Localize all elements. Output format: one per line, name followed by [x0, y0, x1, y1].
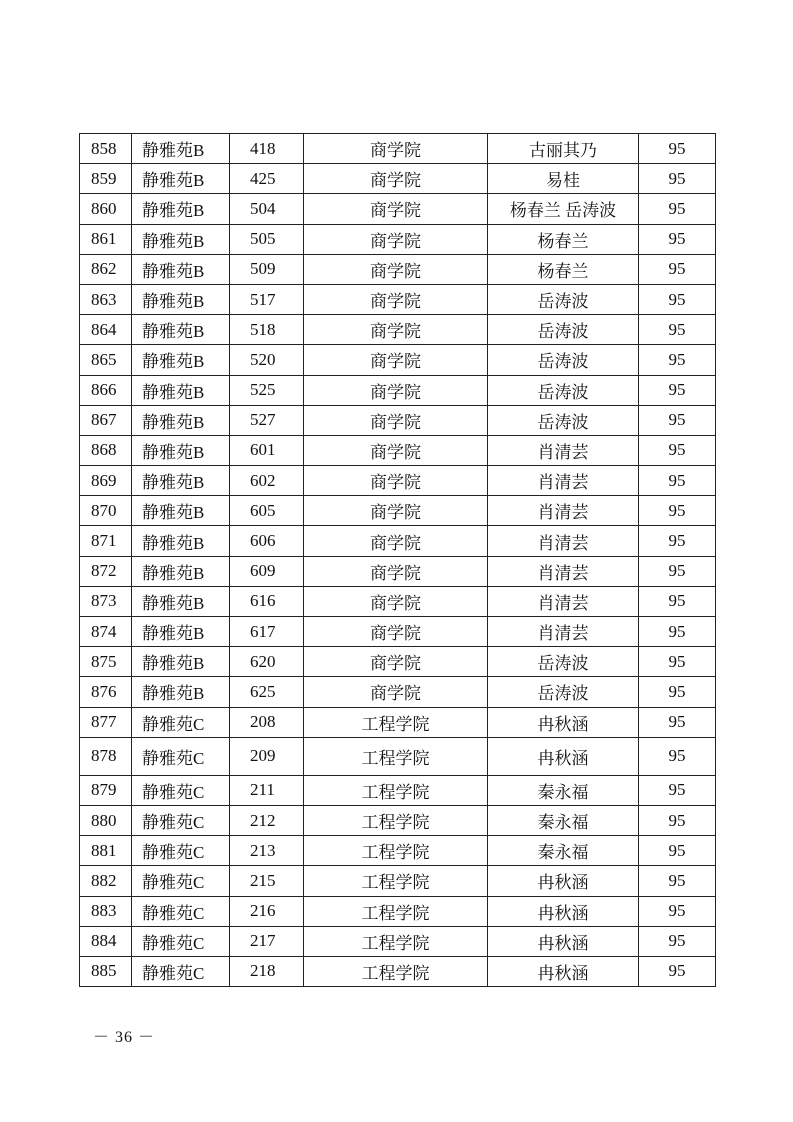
cell-score: 95	[639, 526, 716, 556]
cell-number: 864	[80, 315, 132, 345]
cell-person: 岳涛波	[488, 345, 639, 375]
cell-college: 商学院	[304, 164, 488, 194]
table-row	[80, 775, 716, 805]
cell-college: 商学院	[304, 496, 488, 526]
cell-score: 95	[639, 224, 716, 254]
cell-building: 静雅苑B	[132, 345, 230, 375]
table-row	[80, 224, 716, 254]
cell-score: 95	[639, 254, 716, 284]
cell-building: 静雅苑B	[132, 466, 230, 496]
cell-college: 商学院	[304, 647, 488, 677]
cell-room: 212	[230, 805, 304, 835]
cell-number: 882	[80, 866, 132, 896]
cell-score: 95	[639, 164, 716, 194]
cell-building: 静雅苑B	[132, 526, 230, 556]
cell-person: 肖清芸	[488, 586, 639, 616]
cell-college: 商学院	[304, 224, 488, 254]
cell-college: 工程学院	[304, 926, 488, 956]
table-row	[80, 677, 716, 707]
cell-room: 218	[230, 956, 304, 986]
cell-score: 95	[639, 194, 716, 224]
cell-score: 95	[639, 375, 716, 405]
cell-person: 肖清芸	[488, 617, 639, 647]
cell-room: 525	[230, 375, 304, 405]
cell-score: 95	[639, 284, 716, 314]
cell-college: 工程学院	[304, 737, 488, 775]
cell-building: 静雅苑C	[132, 926, 230, 956]
cell-score: 95	[639, 896, 716, 926]
table-row	[80, 405, 716, 435]
cell-number: 868	[80, 435, 132, 465]
cell-number: 858	[80, 134, 132, 164]
cell-number: 865	[80, 345, 132, 375]
cell-person: 肖清芸	[488, 526, 639, 556]
cell-room: 520	[230, 345, 304, 375]
page-number: － 36 －	[93, 1029, 156, 1046]
table-row	[80, 345, 716, 375]
cell-room: 620	[230, 647, 304, 677]
table-row	[80, 836, 716, 866]
cell-college: 商学院	[304, 194, 488, 224]
cell-score: 95	[639, 586, 716, 616]
cell-person: 冉秋涵	[488, 926, 639, 956]
cell-number: 863	[80, 284, 132, 314]
cell-person: 杨春兰	[488, 254, 639, 284]
cell-person: 肖清芸	[488, 435, 639, 465]
cell-room: 601	[230, 435, 304, 465]
cell-score: 95	[639, 435, 716, 465]
cell-number: 876	[80, 677, 132, 707]
table-row	[80, 315, 716, 345]
cell-college: 商学院	[304, 284, 488, 314]
cell-college: 商学院	[304, 345, 488, 375]
cell-score: 95	[639, 866, 716, 896]
cell-building: 静雅苑C	[132, 707, 230, 737]
cell-building: 静雅苑B	[132, 224, 230, 254]
cell-person: 冉秋涵	[488, 896, 639, 926]
cell-building: 静雅苑C	[132, 896, 230, 926]
cell-number: 877	[80, 707, 132, 737]
cell-number: 861	[80, 224, 132, 254]
cell-building: 静雅苑C	[132, 866, 230, 896]
cell-score: 95	[639, 956, 716, 986]
cell-score: 95	[639, 737, 716, 775]
cell-college: 商学院	[304, 315, 488, 345]
cell-score: 95	[639, 617, 716, 647]
cell-college: 商学院	[304, 677, 488, 707]
cell-room: 605	[230, 496, 304, 526]
cell-score: 95	[639, 926, 716, 956]
cell-room: 211	[230, 775, 304, 805]
cell-person: 岳涛波	[488, 647, 639, 677]
table-row	[80, 617, 716, 647]
cell-person: 肖清芸	[488, 496, 639, 526]
cell-number: 862	[80, 254, 132, 284]
table-row	[80, 254, 716, 284]
cell-person: 肖清芸	[488, 466, 639, 496]
table-body	[80, 134, 716, 987]
cell-number: 871	[80, 526, 132, 556]
cell-person: 肖清芸	[488, 556, 639, 586]
cell-building: 静雅苑B	[132, 194, 230, 224]
cell-room: 517	[230, 284, 304, 314]
cell-college: 工程学院	[304, 956, 488, 986]
cell-room: 606	[230, 526, 304, 556]
cell-number: 867	[80, 405, 132, 435]
cell-room: 215	[230, 866, 304, 896]
cell-person: 岳涛波	[488, 405, 639, 435]
cell-person: 岳涛波	[488, 677, 639, 707]
cell-number: 879	[80, 775, 132, 805]
cell-building: 静雅苑B	[132, 164, 230, 194]
cell-building: 静雅苑B	[132, 496, 230, 526]
cell-number: 875	[80, 647, 132, 677]
table-row	[80, 466, 716, 496]
cell-number: 860	[80, 194, 132, 224]
cell-room: 209	[230, 737, 304, 775]
cell-score: 95	[639, 134, 716, 164]
cell-room: 518	[230, 315, 304, 345]
table-row	[80, 737, 716, 775]
cell-building: 静雅苑B	[132, 405, 230, 435]
cell-number: 880	[80, 805, 132, 835]
cell-person: 秦永福	[488, 836, 639, 866]
table-row	[80, 647, 716, 677]
cell-person: 岳涛波	[488, 315, 639, 345]
cell-room: 505	[230, 224, 304, 254]
cell-number: 885	[80, 956, 132, 986]
cell-building: 静雅苑B	[132, 284, 230, 314]
cell-person: 杨春兰	[488, 224, 639, 254]
cell-college: 商学院	[304, 617, 488, 647]
cell-college: 商学院	[304, 466, 488, 496]
cell-college: 商学院	[304, 134, 488, 164]
cell-number: 869	[80, 466, 132, 496]
table-row	[80, 866, 716, 896]
cell-college: 商学院	[304, 556, 488, 586]
cell-number: 883	[80, 896, 132, 926]
cell-score: 95	[639, 405, 716, 435]
cell-room: 213	[230, 836, 304, 866]
table-row	[80, 707, 716, 737]
cell-room: 527	[230, 405, 304, 435]
cell-room: 504	[230, 194, 304, 224]
table-row	[80, 194, 716, 224]
cell-building: 静雅苑B	[132, 435, 230, 465]
table-row	[80, 375, 716, 405]
cell-college: 商学院	[304, 375, 488, 405]
cell-building: 静雅苑C	[132, 775, 230, 805]
cell-building: 静雅苑B	[132, 315, 230, 345]
cell-person: 秦永福	[488, 775, 639, 805]
cell-score: 95	[639, 707, 716, 737]
cell-number: 859	[80, 164, 132, 194]
cell-building: 静雅苑C	[132, 956, 230, 986]
cell-room: 625	[230, 677, 304, 707]
table-row	[80, 526, 716, 556]
cell-room: 217	[230, 926, 304, 956]
cell-college: 工程学院	[304, 836, 488, 866]
cell-room: 425	[230, 164, 304, 194]
table-row	[80, 284, 716, 314]
cell-number: 881	[80, 836, 132, 866]
cell-score: 95	[639, 677, 716, 707]
table-row	[80, 556, 716, 586]
cell-room: 509	[230, 254, 304, 284]
cell-person: 岳涛波	[488, 375, 639, 405]
cell-room: 602	[230, 466, 304, 496]
cell-building: 静雅苑B	[132, 677, 230, 707]
cell-college: 商学院	[304, 586, 488, 616]
cell-building: 静雅苑B	[132, 617, 230, 647]
cell-number: 873	[80, 586, 132, 616]
table-row	[80, 164, 716, 194]
cell-building: 静雅苑B	[132, 647, 230, 677]
cell-college: 工程学院	[304, 775, 488, 805]
cell-score: 95	[639, 647, 716, 677]
cell-building: 静雅苑B	[132, 375, 230, 405]
table-row	[80, 805, 716, 835]
cell-number: 878	[80, 737, 132, 775]
cell-score: 95	[639, 775, 716, 805]
cell-score: 95	[639, 836, 716, 866]
cell-person: 冉秋涵	[488, 737, 639, 775]
cell-person: 冉秋涵	[488, 956, 639, 986]
table-row	[80, 926, 716, 956]
cell-person: 易桂	[488, 164, 639, 194]
cell-college: 工程学院	[304, 896, 488, 926]
table-row	[80, 956, 716, 986]
table-row	[80, 896, 716, 926]
cell-room: 418	[230, 134, 304, 164]
cell-building: 静雅苑B	[132, 586, 230, 616]
cell-person: 岳涛波	[488, 284, 639, 314]
cell-college: 商学院	[304, 405, 488, 435]
cell-score: 95	[639, 315, 716, 345]
cell-building: 静雅苑B	[132, 254, 230, 284]
cell-number: 872	[80, 556, 132, 586]
cell-college: 商学院	[304, 435, 488, 465]
cell-building: 静雅苑C	[132, 805, 230, 835]
cell-person: 古丽其乃	[488, 134, 639, 164]
cell-number: 874	[80, 617, 132, 647]
cell-college: 工程学院	[304, 805, 488, 835]
table-row	[80, 586, 716, 616]
cell-college: 商学院	[304, 254, 488, 284]
cell-room: 616	[230, 586, 304, 616]
table-row	[80, 134, 716, 164]
cell-score: 95	[639, 466, 716, 496]
table-row	[80, 435, 716, 465]
table-row	[80, 496, 716, 526]
cell-person: 杨春兰 岳涛波	[488, 194, 639, 224]
cell-building: 静雅苑C	[132, 836, 230, 866]
cell-number: 884	[80, 926, 132, 956]
dorm-score-table	[79, 133, 716, 987]
cell-building: 静雅苑B	[132, 134, 230, 164]
cell-score: 95	[639, 805, 716, 835]
cell-building: 静雅苑B	[132, 556, 230, 586]
cell-college: 工程学院	[304, 866, 488, 896]
cell-person: 冉秋涵	[488, 866, 639, 896]
cell-room: 617	[230, 617, 304, 647]
cell-room: 208	[230, 707, 304, 737]
cell-score: 95	[639, 556, 716, 586]
cell-building: 静雅苑C	[132, 737, 230, 775]
cell-room: 216	[230, 896, 304, 926]
cell-score: 95	[639, 345, 716, 375]
cell-number: 870	[80, 496, 132, 526]
cell-score: 95	[639, 496, 716, 526]
cell-person: 冉秋涵	[488, 707, 639, 737]
cell-number: 866	[80, 375, 132, 405]
cell-college: 商学院	[304, 526, 488, 556]
cell-college: 工程学院	[304, 707, 488, 737]
cell-room: 609	[230, 556, 304, 586]
cell-person: 秦永福	[488, 805, 639, 835]
